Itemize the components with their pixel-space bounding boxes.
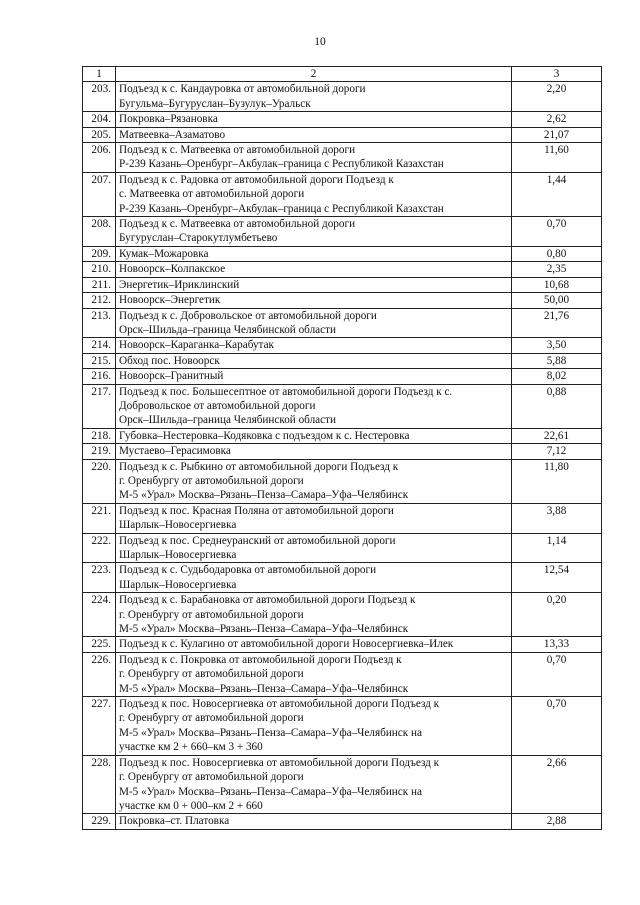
- road-name: Матвеевка–Азаматово: [116, 127, 512, 142]
- row-number: 212.: [83, 293, 116, 308]
- row-number: 206.: [83, 143, 116, 173]
- header-column-name: 2: [116, 67, 512, 82]
- road-name: Подъезд к с. Рыбкино от автомобильной дороги Подъезд к г. Оренбургу от автомобильной дороги М-5 «Урал» Москва–Рязань–Пенза–Самара–Уфа–Челябинск: [116, 459, 512, 503]
- road-name: Новоорск–Колпакское: [116, 262, 512, 277]
- table-row: [83, 503, 602, 533]
- row-number: 208.: [83, 217, 116, 247]
- road-length: 5,88: [512, 353, 602, 368]
- road-name: Подъезд к с. Добровольское от автомобильной дороги Орск–Шильда–граница Челябинской области: [116, 308, 512, 338]
- road-name: Подъезд к пос. Среднеуранский от автомобильной дороги Шарлык–Новосергиевка: [116, 533, 512, 563]
- row-number: 228.: [83, 755, 116, 814]
- road-length: 2,35: [512, 262, 602, 277]
- road-length: 2,20: [512, 82, 602, 112]
- road-length: 1,14: [512, 533, 602, 563]
- table-row: [83, 127, 602, 142]
- table-row: [83, 533, 602, 563]
- road-name: Обход пос. Новоорск: [116, 353, 512, 368]
- road-name: Подъезд к с. Кулагино от автомобильной дороги Новосергиевка–Илек: [116, 637, 512, 652]
- table-row: [83, 444, 602, 459]
- roads-table-body: [83, 67, 602, 830]
- road-name: Подъезд к пос. Новосергиевка от автомобильной дороги Подъезд к г. Оренбургу от автомобильной дороги М-5 «Урал» Москва–Рязань–Пенза–Самара–Уфа–Челябинск на участке км 2 + 660–км 3 + 360: [116, 697, 512, 756]
- table-row: [83, 637, 602, 652]
- road-length: 1,44: [512, 172, 602, 216]
- road-length: 11,60: [512, 143, 602, 173]
- table-row: [83, 217, 602, 247]
- road-name: Покровка–ст. Платовка: [116, 814, 512, 829]
- table-header-row: [83, 67, 602, 82]
- road-length: 22,61: [512, 428, 602, 443]
- road-length: 2,66: [512, 755, 602, 814]
- row-number: 205.: [83, 127, 116, 142]
- road-length: 2,62: [512, 112, 602, 127]
- road-name: Новоорск–Караганка–Карабутак: [116, 338, 512, 353]
- road-name: Подъезд к с. Судьбодаровка от автомобильной дороги Шарлык–Новосергиевка: [116, 563, 512, 593]
- row-number: 209.: [83, 246, 116, 261]
- table-row: [83, 172, 602, 216]
- road-name: Подъезд к с. Барабановка от автомобильной дороги Подъезд к г. Оренбургу от автомобильной дороги М-5 «Урал» Москва–Рязань–Пенза–Самара–Уфа–Челябинск: [116, 593, 512, 637]
- table-row: [83, 112, 602, 127]
- row-number: 226.: [83, 652, 116, 696]
- row-number: 225.: [83, 637, 116, 652]
- header-column-number: 1: [83, 67, 116, 82]
- row-number: 229.: [83, 814, 116, 829]
- road-length: 3,50: [512, 338, 602, 353]
- road-length: 21,07: [512, 127, 602, 142]
- road-name: Энергетик–Ириклинский: [116, 277, 512, 292]
- page-number: 10: [314, 36, 326, 48]
- road-name: Новоорск–Гранитный: [116, 369, 512, 384]
- road-length: 12,54: [512, 563, 602, 593]
- table-row: [83, 143, 602, 173]
- row-number: 215.: [83, 353, 116, 368]
- table-row: [83, 755, 602, 814]
- row-number: 210.: [83, 262, 116, 277]
- table-row: [83, 338, 602, 353]
- row-number: 224.: [83, 593, 116, 637]
- row-number: 223.: [83, 563, 116, 593]
- road-name: Губовка–Нестеровка–Кодяковка с подъездом к с. Нестеровка: [116, 428, 512, 443]
- row-number: 222.: [83, 533, 116, 563]
- road-name: Подъезд к с. Матвеевка от автомобильной дороги Р-239 Казань–Оренбург–Акбулак–граница с Республикой Казахстан: [116, 143, 512, 173]
- road-length: 13,33: [512, 637, 602, 652]
- row-number: 217.: [83, 384, 116, 428]
- road-name: Подъезд к с. Радовка от автомобильной дороги Подъезд к с. Матвеевка от автомобильной дороги Р-239 Казань–Оренбург–Акбулак–граница с Республикой Казахстан: [116, 172, 512, 216]
- table-row: [83, 277, 602, 292]
- road-name: Подъезд к пос. Большесептное от автомобильной дороги Подъезд к с. Добровольское от автомобильной дороги Орск–Шильда–граница Челябинской области: [116, 384, 512, 428]
- table-row: [83, 82, 602, 112]
- row-number: 221.: [83, 503, 116, 533]
- road-length: 0,80: [512, 246, 602, 261]
- road-length: 8,02: [512, 369, 602, 384]
- table-row: [83, 308, 602, 338]
- row-number: 218.: [83, 428, 116, 443]
- table-row: [83, 246, 602, 261]
- road-length: 0,70: [512, 652, 602, 696]
- road-length: 10,68: [512, 277, 602, 292]
- road-length: 2,88: [512, 814, 602, 829]
- row-number: 213.: [83, 308, 116, 338]
- road-length: 0,88: [512, 384, 602, 428]
- road-length: 0,70: [512, 217, 602, 247]
- table-row: [83, 814, 602, 829]
- row-number: 207.: [83, 172, 116, 216]
- road-name: Подъезд к с. Покровка от автомобильной дороги Подъезд к г. Оренбургу от автомобильной дороги М-5 «Урал» Москва–Рязань–Пенза–Самара–Уфа–Челябинск: [116, 652, 512, 696]
- road-name: Подъезд к с. Матвеевка от автомобильной дороги Бугуруслан–Старокутлумбетьево: [116, 217, 512, 247]
- header-column-length: 3: [512, 67, 602, 82]
- road-name: Подъезд к пос. Новосергиевка от автомобильной дороги Подъезд к г. Оренбургу от автомобильной дороги М-5 «Урал» Москва–Рязань–Пенза–Самара–Уфа–Челябинск на участке км 0 + 000–км 2 + 660: [116, 755, 512, 814]
- road-name: Покровка–Рязановка: [116, 112, 512, 127]
- row-number: 203.: [83, 82, 116, 112]
- row-number: 204.: [83, 112, 116, 127]
- road-name: Кумак–Можаровка: [116, 246, 512, 261]
- road-name: Новоорск–Энергетик: [116, 293, 512, 308]
- table-row: [83, 384, 602, 428]
- road-length: 0,20: [512, 593, 602, 637]
- road-length: 50,00: [512, 293, 602, 308]
- table-row: [83, 697, 602, 756]
- table-row: [83, 369, 602, 384]
- road-name: Подъезд к с. Кандауровка от автомобильной дороги Бугульма–Бугуруслан–Бузулук–Уральск: [116, 82, 512, 112]
- row-number: 211.: [83, 277, 116, 292]
- table-row: [83, 593, 602, 637]
- table-row: [83, 428, 602, 443]
- road-length: 3,88: [512, 503, 602, 533]
- row-number: 220.: [83, 459, 116, 503]
- table-row: [83, 262, 602, 277]
- table-row: [83, 652, 602, 696]
- table-row: [83, 293, 602, 308]
- row-number: 227.: [83, 697, 116, 756]
- road-length: 7,12: [512, 444, 602, 459]
- road-name: Подъезд к пос. Красная Поляна от автомобильной дороги Шарлык–Новосергиевка: [116, 503, 512, 533]
- table-row: [83, 353, 602, 368]
- table-row: [83, 459, 602, 503]
- roads-table: [82, 66, 602, 830]
- road-length: 21,76: [512, 308, 602, 338]
- road-length: 0,70: [512, 697, 602, 756]
- row-number: 219.: [83, 444, 116, 459]
- road-length: 11,80: [512, 459, 602, 503]
- row-number: 216.: [83, 369, 116, 384]
- row-number: 214.: [83, 338, 116, 353]
- table-row: [83, 563, 602, 593]
- road-name: Мустаево–Герасимовка: [116, 444, 512, 459]
